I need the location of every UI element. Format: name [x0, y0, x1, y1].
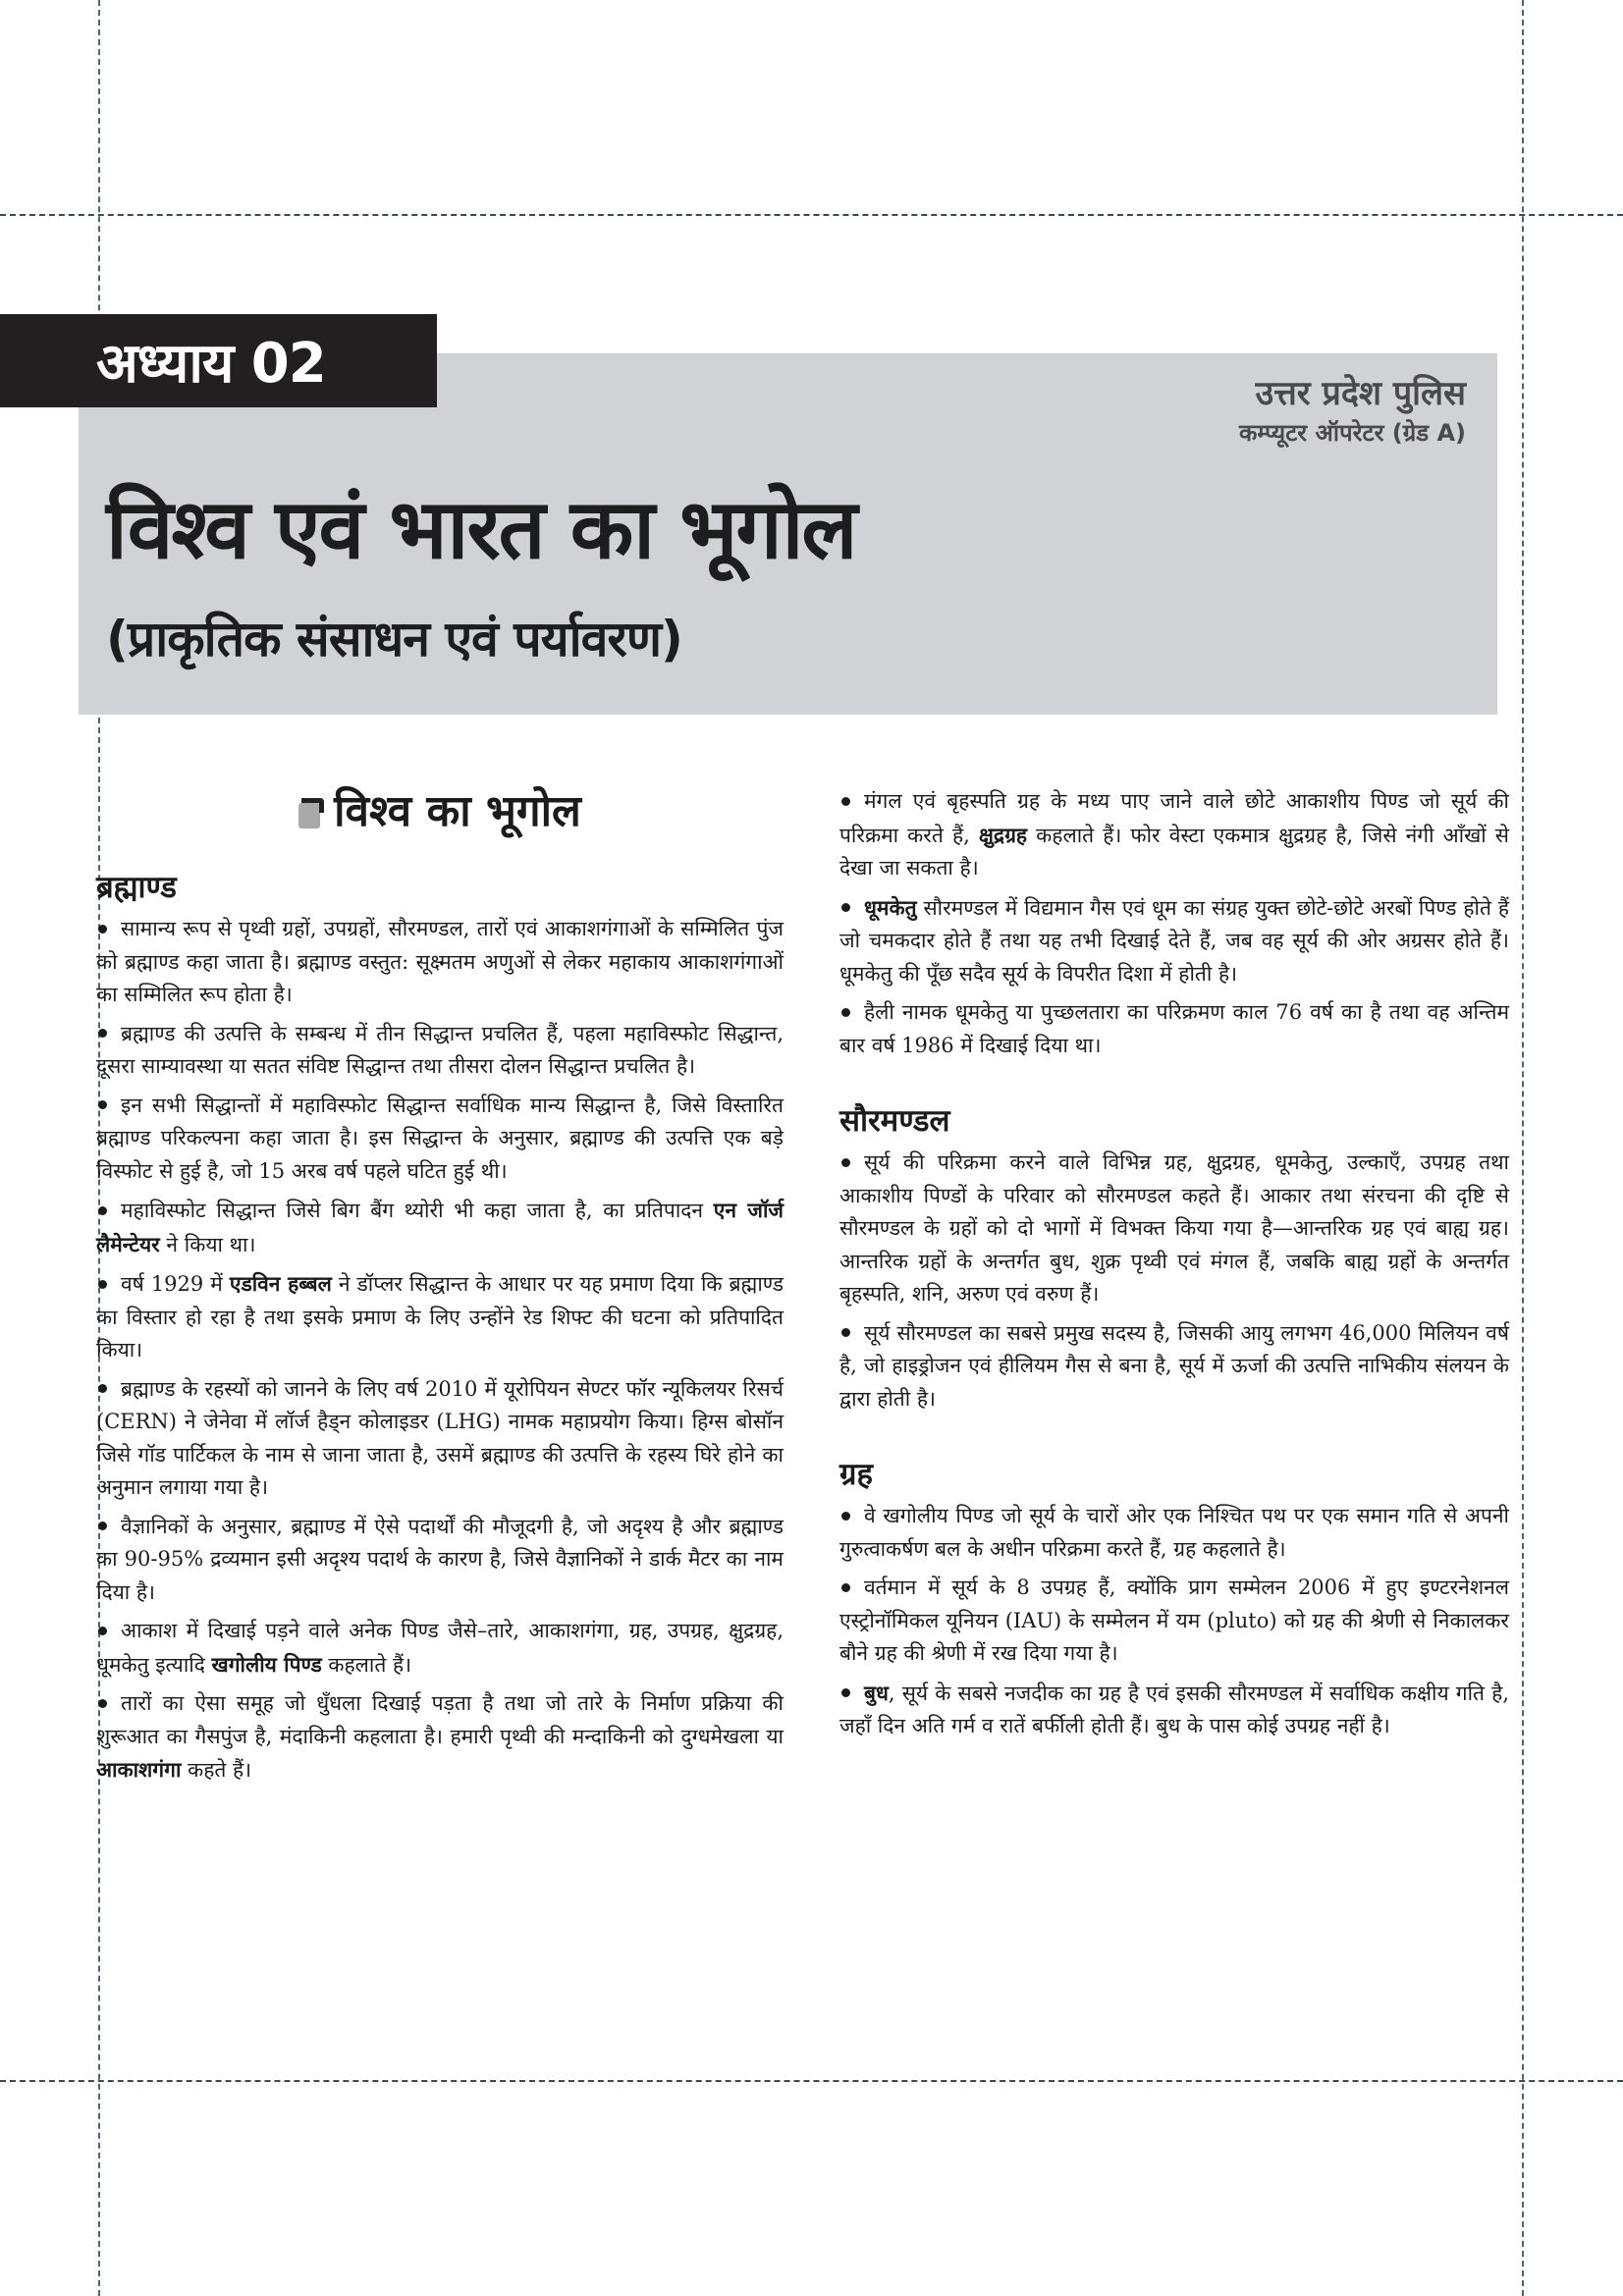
- crop-guide-top: [0, 214, 1623, 216]
- page-subtitle: (प्राकृतिक संसाधन एवं पर्यावरण): [106, 611, 682, 667]
- page-title: विश्व एवं भारत का भूगोल: [106, 481, 856, 577]
- bold-term: खगोलीय पिण्ड: [211, 1651, 322, 1677]
- bullet-text: सूर्य की परिक्रमा करने वाले विभिन्न ग्रह, क्षुद्रग्रह, धूमकेतु, उल्काएँ, उपग्रह तथा आकाशीय पिण्डों के परिवार को सौरमण्डल कहते हैं। आकार तथा संरचना की दृष्टि से सौरमण्डल के ग्रहों को दो भागों में विभक्त किया गया है—आन्तरिक ग्रह एवं बाह्य ग्रह। आन्तरिक ग्रहों के अन्तर्गत बुध, शुक्र पृथ्वी एवं मंगल हैं, जबकि बाह्य ग्रहों के अन्तर्गत बृहस्पति, शनि, अरुण एवं वरुण हैं।: [839, 1150, 1509, 1306]
- bullet-icon: [841, 1512, 850, 1521]
- bold-term: बुध: [864, 1680, 889, 1705]
- list-item: [839, 1147, 1509, 1311]
- bullet-text: सूर्य सौरमण्डल का सबसे प्रमुख सदस्य है, जिसकी आयु लगभग 46,000 मिलियन वर्ष है, जो हाइड्रोजन एवं हीलियम गैस से बना है, सूर्य में ऊर्जा की उत्पत्ति नाभिकीय संलयन के द्वारा होती है।: [839, 1320, 1509, 1411]
- exam-block: [1239, 371, 1466, 450]
- bullet-text: तारों का ऐसा समूह जो धुँधला दिखाई पड़ता है तथा जो तारे के निर्माण प्रक्रिया की शुरूआत का गैसपुंज है, मंदाकिनी कहलाता है। हमारी पृथ्वी की मन्दाकिनी को दुग्धमेखला या: [96, 1691, 784, 1748]
- list-item: [96, 1511, 784, 1610]
- bullet-icon: [841, 1583, 850, 1592]
- bullet-text: इन सभी सिद्धान्तों में महाविस्फोट सिद्धान्त सर्वाधिक मान्य सिद्धान्त है, जिसे विस्तारित ब्रह्माण्ड परिकल्पना कहा जाता है। इस सिद्धान्त के अनुसार, ब्रह्माण्ड की उत्पत्ति एक बड़े विस्फोट से हुई है, जो 15 अरब वर्ष पहले घटित हुई थी।: [96, 1093, 784, 1183]
- bullet-icon: [98, 1206, 107, 1215]
- exam-subtitle: कम्प्यूटर ऑपरेटर (ग्रेड A): [1238, 419, 1466, 447]
- bold-term: एडविन हब्बल: [229, 1271, 332, 1296]
- crop-guide-right: [1522, 0, 1524, 2296]
- list-item: [839, 891, 1509, 991]
- subheading-grah: ग्रह: [839, 1457, 873, 1492]
- bullet-text: वैज्ञानिकों के अनुसार, ब्रह्माण्ड में ऐसे पदार्थों की मौजूदगी है, जो अदृश्य है और ब्रह्माण्ड का 90-95% द्रव्यमान इसी अदृश्य पदार्थ के कारण है, जिसे वैज्ञानिकों ने डार्क मैटर का नाम दिया है।: [96, 1514, 784, 1604]
- list-item: [96, 1373, 784, 1505]
- bullet-icon: [98, 1699, 107, 1708]
- subheading-brahmand: ब्रह्माण्ड: [96, 870, 177, 905]
- bullet-text: वर्तमान में सूर्य के 8 उपग्रह हैं, क्योंकि प्राग सम्मेलन 2006 में हुए इण्टरनेशनल एस्ट्रोनॉमिकल यूनियन (IAU) के सम्मेलन में यम (pluto) को ग्रह की श्रेणी से निकालकर बौने ग्रह की श्रेणी में रख दिया गया है।: [839, 1575, 1509, 1665]
- bullet-text: हैली नामक धूमकेतु या पुच्छलतारा का परिक्रमण काल 76 वर्ष का है तथा वह अन्तिम बार वर्ष 1986 में दिखाई दिया था।: [839, 1000, 1509, 1057]
- list-item: [96, 1687, 784, 1788]
- bullet-text: ब्रह्माण्ड की उत्पत्ति के सम्बन्ध में तीन सिद्धान्त प्रचलित हैं, पहला महाविस्फोट सिद्धान्त, दूसरा साम्यावस्था या सतत संविष्ट सिद्धान्त तथा तीसरा दोलन सिद्धान्त प्रचलित है।: [96, 1021, 784, 1078]
- bullet-icon: [841, 1688, 850, 1697]
- bold-term: धूमकेतु: [864, 894, 917, 920]
- bullet-icon: [98, 925, 107, 934]
- list-item: [96, 913, 784, 1012]
- list-item: [839, 1572, 1509, 1671]
- bullet-icon: [841, 1008, 850, 1017]
- bullet-icon: [841, 1158, 850, 1167]
- list-item: [96, 1615, 784, 1682]
- left-column: [96, 786, 784, 1793]
- list-item: [839, 1317, 1509, 1416]
- list-item: [839, 996, 1509, 1062]
- list-item: [839, 785, 1509, 885]
- bullet-text: कहते हैं।: [181, 1758, 252, 1782]
- section-title: विश्व का भूगोल: [334, 786, 581, 837]
- list-item: [96, 1194, 784, 1261]
- square-bullet-icon: [298, 803, 320, 828]
- bullet-icon: [841, 797, 850, 806]
- bullet-text: ने किया था।: [159, 1232, 256, 1256]
- bullet-icon: [98, 1522, 107, 1530]
- right-column: [839, 785, 1509, 1749]
- bullet-text: ब्रह्माण्ड के रहस्यों को जानने के लिए वर्ष 2010 में यूरोपियन सेण्टर फॉर न्यूकिलयर रिसर्च (CERN) ने जेनेवा में लॉर्ज हैड्न कोलाइडर (LHG) नामक महाप्रयोग किया। हिग्स बोसॉन जिसे गॉड पार्टिकल के नाम से जाना जाता है, उसमें ब्रह्माण्ड की उत्पत्ति के रहस्य घिरे होने का अनुमान लगाया गया है।: [96, 1376, 784, 1499]
- bullet-text: मंगल एवं बृहस्पति ग्रह के मध्य पाए जाने वाले छोटे आकाशीय पिण्ड जो सूर्य की परिक्रमा करते हैं,: [839, 789, 1509, 847]
- chapter-tab: [0, 314, 437, 407]
- bullet-text: आकाश में दिखाई पड़ने वाले अनेक पिण्ड जैसे–तारे, आकाशगंगा, ग्रह, उपग्रह, क्षुद्रग्रह, धूमकेतु इत्यादि: [96, 1619, 784, 1677]
- bullet-text: वर्ष 1929 में: [121, 1272, 230, 1296]
- bullet-icon: [841, 1328, 850, 1337]
- bullet-text: वे खगोलीय पिण्ड जो सूर्य के चारों ओर एक निश्चित पथ पर एक समान गति से अपनी गुरुत्वाकर्षण बल के अधीन परिक्रमा करते हैं, ग्रह कहलाते है।: [839, 1504, 1509, 1561]
- bullet-text: कहलाते हैं। फोर वेस्टा एकमात्र क्षुद्रग्रह है, जिसे नंगी आँखों से देखा जा सकता है।: [839, 823, 1509, 880]
- bullet-icon: [98, 1029, 107, 1038]
- exam-title: उत्तर प्रदेश पुलिस: [1255, 374, 1466, 413]
- bullet-text: कहलाते हैं।: [321, 1652, 412, 1677]
- list-item: [96, 1018, 784, 1084]
- bullet-icon: [841, 903, 850, 912]
- bold-term: आकाशगंगा: [96, 1757, 182, 1782]
- bullet-text: महाविस्फोट सिद्धान्त जिसे बिग बैंग थ्योरी भी कहा जाता है, का प्रतिपादन: [121, 1199, 714, 1222]
- bullet-icon: [98, 1384, 107, 1393]
- list-item: [839, 1677, 1509, 1743]
- bullet-icon: [98, 1627, 107, 1635]
- bullet-text: सौरमण्डल में विद्यमान गैस एवं धूम का संग्रह युक्त छोटे-छोटे अरबों पिण्ड होते हैं जो चमकदार होते हैं तथा यह तभी दिखाई देते हैं, जब वह सूर्य की ओर अग्रसर होते हैं। धूमकेतु की पूँछ सदैव सूर्य के विपरीत दिशा में होती है।: [839, 895, 1509, 986]
- bold-term: क्षुद्रग्रह: [978, 822, 1028, 847]
- chapter-label: अध्याय 02: [96, 331, 326, 396]
- subheading-saurmandal: सौरमण्डल: [839, 1103, 950, 1139]
- bullet-icon: [98, 1280, 107, 1289]
- list-item: [96, 1090, 784, 1189]
- section-heading: [96, 786, 784, 837]
- bullet-icon: [98, 1100, 107, 1109]
- bold-term: एन जॉर्ज लैमेन्टेयर: [96, 1198, 784, 1256]
- list-item: [839, 1500, 1509, 1566]
- bullet-text: , सूर्य के सबसे नजदीक का ग्रह है एवं इसकी सौरमण्डल में सर्वाधिक कक्षीय गति है, जहाँ दिन अति गर्म व रातें बर्फीली होती हैं। बुध के पास कोई उपग्रह नहीं है।: [839, 1681, 1509, 1737]
- bullet-text: ने डॉप्लर सिद्धान्त के आधार पर यह प्रमाण दिया कि ब्रह्माण्ड का विस्तार हो रहा है तथा इसके प्रमाण के लिए उन्होंने रेड शिफ्ट की घटना को प्रतिपादित किया।: [96, 1272, 784, 1362]
- crop-guide-bottom: [0, 2080, 1623, 2082]
- bullet-text: सामान्य रूप से पृथ्वी ग्रहों, उपग्रहों, सौरमण्डल, तारों एवं आकाशगंगाओं के सम्मिलित पुंज को ब्रह्माण्ड कहा जाता है। ब्रह्माण्ड वस्तुत: सूक्ष्मतम अणुओं से लेकर महाकाय आकाशगंगाओं का सम्मिलित रूप होता है।: [96, 917, 784, 1006]
- list-item: [96, 1267, 784, 1367]
